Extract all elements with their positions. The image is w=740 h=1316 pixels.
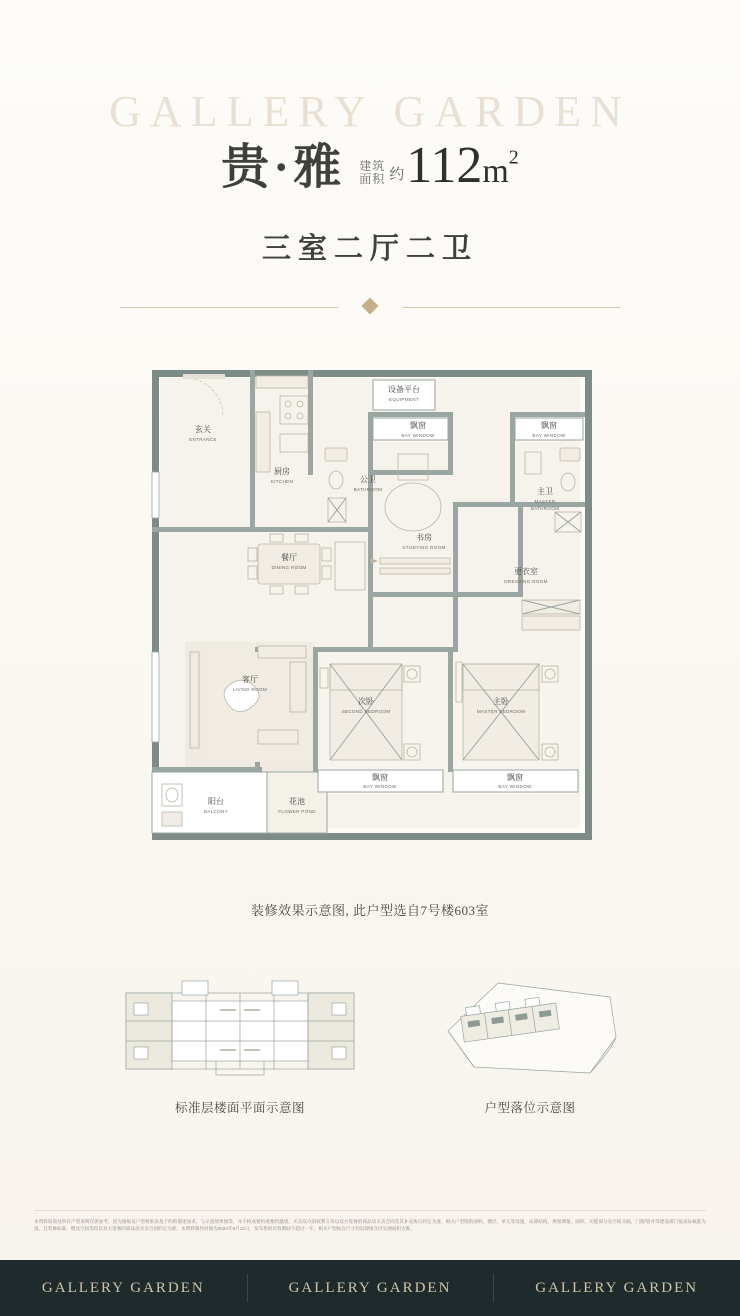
area-number: 112 (406, 137, 483, 194)
svg-text:主卧: 主卧 (493, 697, 509, 706)
svg-text:阳台: 阳台 (208, 797, 224, 806)
diamond-icon (362, 298, 379, 315)
svg-text:EQUIPMENT: EQUIPMENT (388, 397, 420, 402)
site-position-caption: 户型落位示意图 (484, 1101, 576, 1115)
svg-text:DINING ROOM: DINING ROOM (271, 565, 307, 570)
svg-text:BAY WINDOW: BAY WINDOW (532, 433, 566, 438)
footer-brand-1: GALLERY GARDEN (41, 1279, 205, 1296)
area-label-line2: 面积 (359, 172, 386, 186)
svg-text:LIVING ROOM: LIVING ROOM (233, 687, 267, 692)
svg-text:厨房: 厨房 (274, 467, 290, 476)
svg-text:ENTRANCE: ENTRANCE (189, 437, 217, 442)
svg-text:次卧: 次卧 (358, 697, 374, 706)
footer-bar (0, 1260, 740, 1316)
svg-text:STUDYING ROOM: STUDYING ROOM (402, 545, 446, 550)
svg-text:飘窗: 飘窗 (372, 773, 388, 782)
area-label-line1: 建筑 (359, 159, 386, 173)
plan-caption: 装修效果示意图, 此户型选自7号楼603室 (250, 903, 489, 918)
divider-line-right (402, 307, 620, 308)
svg-text:MASTER: MASTER (534, 499, 556, 504)
svg-text:SECOND BEDROOM: SECOND BEDROOM (341, 709, 391, 714)
disclaimer-divider (34, 1210, 706, 1211)
svg-text:书房: 书房 (416, 533, 432, 542)
svg-text:飘窗: 飘窗 (507, 773, 523, 782)
disclaimer-text: 本资料简简及所有产型说明仅供参考，因为图纸及户型效果表基于约的描述而来，与示意效果图等，并不构成要约或要约邀请。买卖双方的权利义务以双方签署的商品房买卖合同及其补充协议约定为准。相关户型图的面积、楼层、单元等设施、局部结构、规划测量、面积、功能部分及空间分隔、门窗/管井等建设部门按实际核准为准。且装修标准、赠送空间等均以双方签署的商品房买卖合同约定为准。本资料制作时间为2024年8月12日，发布售的有效期间不超过一年，相关户型标注尺寸均以现场交付实测面积为准。 (34, 1219, 706, 1231)
svg-text:花池: 花池 (289, 797, 305, 806)
svg-text:BATHROOM: BATHROOM (353, 487, 383, 492)
page-title: 贵·雅 (221, 141, 346, 194)
title-row (0, 137, 740, 194)
divider-line-left (120, 307, 338, 308)
floor-plan (130, 352, 610, 882)
svg-text:BALCONY: BALCONY (203, 809, 229, 814)
svg-text:FLOWER POND: FLOWER POND (278, 809, 316, 814)
footer-brand-2: GALLERY GARDEN (247, 1260, 494, 1316)
ornamental-divider (120, 300, 620, 314)
svg-text:BAY WINDOW: BAY WINDOW (498, 784, 532, 789)
area-label (359, 160, 385, 186)
svg-text:飘窗: 飘窗 (410, 421, 426, 430)
brand-watermark: GALLERY GARDEN (109, 87, 631, 136)
svg-text:主卫: 主卫 (537, 487, 553, 496)
svg-text:BATHROOM: BATHROOM (530, 506, 560, 511)
svg-text:飘窗: 飘窗 (541, 421, 557, 430)
area-value (406, 137, 519, 194)
approx-symbol: 约 (389, 167, 405, 183)
svg-text:客厅: 客厅 (242, 675, 258, 684)
svg-text:设备平台: 设备平台 (388, 385, 420, 394)
room-label-kitchen (271, 466, 293, 484)
site-position-diagram (440, 975, 625, 1085)
svg-text:BAY WINDOW: BAY WINDOW (363, 784, 397, 789)
footer-brand-3: GALLERY GARDEN (493, 1260, 740, 1316)
area-superscript: 2 (508, 146, 519, 169)
svg-text:公卫: 公卫 (360, 475, 376, 484)
page-subtitle: 三室二厅二卫 (261, 233, 478, 265)
svg-text:KITCHEN: KITCHEN (270, 479, 294, 484)
standard-floor-caption: 标准层楼面平面示意图 (174, 1101, 305, 1115)
svg-text:更衣室: 更衣室 (514, 567, 538, 576)
svg-text:玄关: 玄关 (195, 425, 211, 434)
svg-text:MASTER BEDROOM: MASTER BEDROOM (476, 709, 526, 714)
room-label-equipment (388, 384, 420, 402)
svg-text:餐厅: 餐厅 (281, 553, 297, 562)
area-unit: m (482, 153, 509, 190)
svg-text:BAY WINDOW: BAY WINDOW (401, 433, 435, 438)
standard-floor-diagram (120, 975, 360, 1085)
svg-text:DRESSING ROOM: DRESSING ROOM (504, 579, 548, 584)
